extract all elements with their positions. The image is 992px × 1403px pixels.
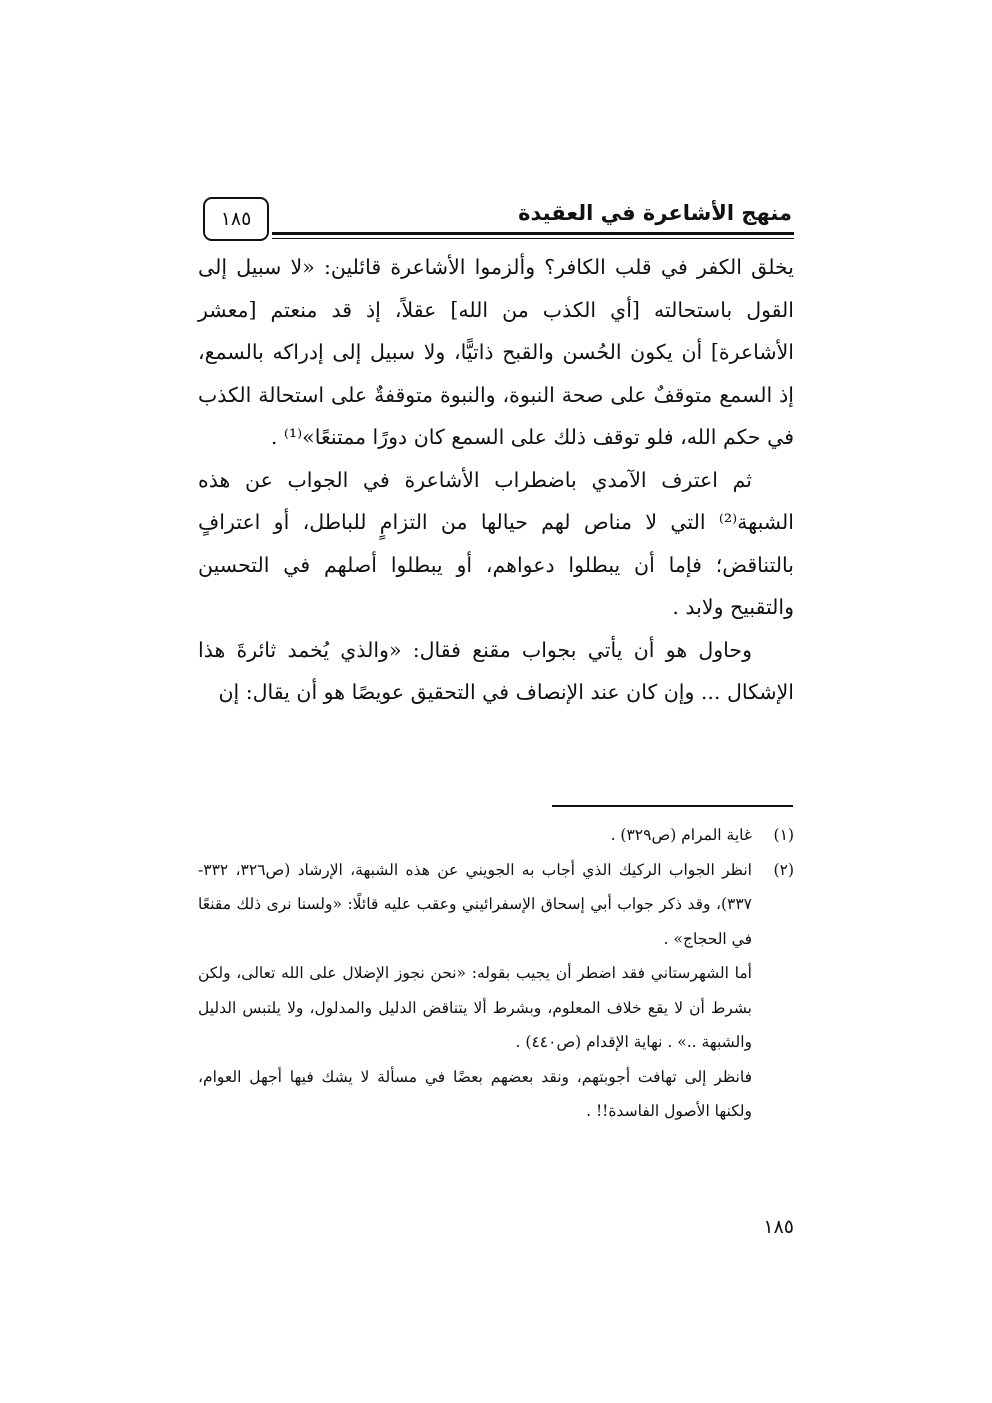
footnote-separator bbox=[552, 805, 793, 807]
footnote-1 bbox=[198, 818, 794, 853]
footnote-number: (٢) bbox=[773, 860, 794, 879]
header-rule-thick bbox=[272, 232, 794, 235]
footer-page-number: ١٨٥ bbox=[763, 1216, 794, 1238]
main-text bbox=[198, 246, 794, 714]
footnote-number: (١) bbox=[773, 826, 794, 844]
page-number-box: ١٨٥ bbox=[203, 197, 269, 241]
footnote-text-part-3: فانظر إلى تهافت أجوبتهم، ونقد بعضهم بعضًا في مسألة لا يشك فيها أجهل العوام، ولكنها الأصول الفاسدة!! . bbox=[198, 1067, 752, 1120]
paragraph-2: ثم اعترف الآمدي باضطراب الأشاعرة في الجواب عن هذه الشبهة⁽²⁾ التي لا مناص لهم حيالها من التزامٍ للباطل، أو اعترافٍ بالتناقض؛ فإما أن يبطلوا دعواهم، أو يبطلوا أصلهم في التحسين والتقبيح ولابد . bbox=[198, 467, 794, 619]
footnote-2 bbox=[198, 853, 794, 1129]
running-title: منهج الأشاعرة في العقيدة bbox=[518, 201, 792, 225]
header-rule-thin bbox=[272, 238, 794, 239]
footnote-text: غاية المرام (ص٣٢٩) . bbox=[610, 826, 752, 844]
paragraph-3: وحاول هو أن يأتي بجواب مقنع فقال: «والذي يُخمد ثائرةَ هذا الإشكال ... وإن كان عند الإنصاف في التحقيق عويصًا هو أن يقال: إن bbox=[198, 637, 794, 704]
footnotes bbox=[198, 818, 794, 1129]
footnote-text-part-2: أما الشهرستاني فقد اضطر أن يجيب بقوله: «نحن نجوز الإضلال على الله تعالى، ولكن بشرط أن لا يقع خلاف المعلوم، وبشرط ألا يتناقض الدليل والمدلول، ولا يلتبس الدليل والشبهة ..» . نهاية الإقدام (ص٤٤٠) . bbox=[198, 964, 752, 1051]
footnote-text-part-1: انظر الجواب الركيك الذي أجاب به الجويني عن هذه الشبهة، الإرشاد (ص٣٢٦، ٣٣٢- ٣٣٧)، وقد ذكر جواب أبي إسحاق الإسفرائيني وعقب عليه قائلًا: «ولسنا نرى ذلك مقنعًا في الحجاج» . bbox=[198, 860, 752, 948]
paragraph-1: يخلق الكفر في قلب الكافر؟ وألزموا الأشاعرة قائلين: «لا سبيل إلى القول باستحالته [أي الكذب من الله] عقلاً، إذ قد منعتم [معشر الأشاعرة] أن يكون الحُسن والقبح ذاتيًّا، ولا سبيل إلى إدراكه بالسمع، إذ السمع متوقفٌ على صحة النبوة، والنبوة متوقفةٌ على استحالة الكذب في حكم الله، فلو توقف ذلك على السمع كان دورًا ممتنعًا»⁽¹⁾ . bbox=[198, 255, 794, 449]
